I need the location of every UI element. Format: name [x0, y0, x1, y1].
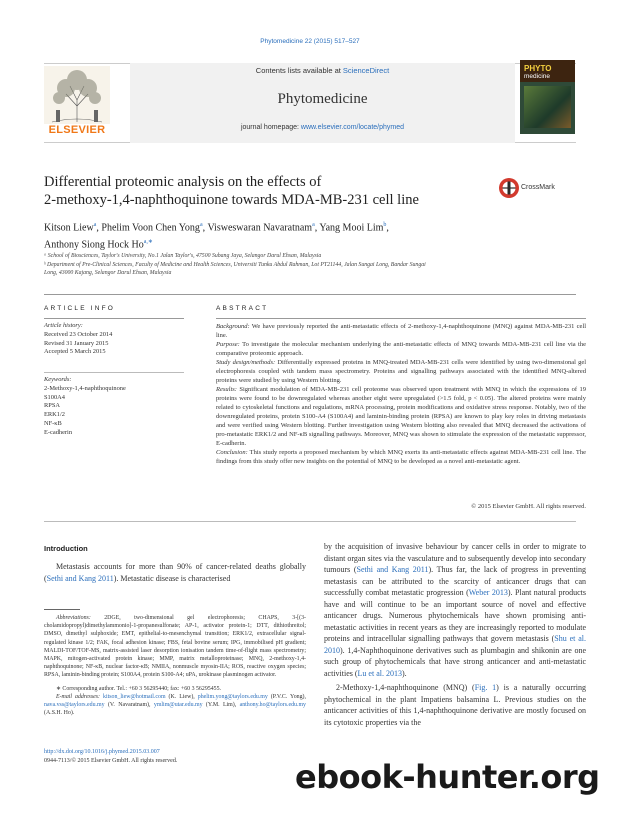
keyword: RPSA: [44, 402, 60, 410]
journal-cover[interactable]: [520, 60, 575, 134]
body-text: ).: [401, 668, 407, 678]
cover-image: [524, 86, 571, 128]
email-link[interactable]: phelim.yong@taylors.edu.my: [197, 693, 268, 700]
watermark: ebook-hunter.org: [295, 758, 600, 796]
body-text: ). Plant natural products have and will continue to be an important source of novel and effective anticancer drugs. Numerous phytochemicals have shown promising anti-metastatic activities in recent years as they are increasingly reported to modulate proteins and intracellular signalling pathways that govern metastasis (: [324, 588, 586, 643]
email-label: E-mail addresses:: [56, 693, 101, 700]
keyword: E-cadherin: [44, 428, 73, 436]
email-owner: (Y.M. Lim),: [202, 702, 240, 709]
abstract-text: Differentially expressed proteins in MNQ-treated MDA-MB-231 cells were identified by using two-dimensional gel electrophoresis coupled with tandem mass spectrometry. Proteins and signalling pathways associated with the identified MNQ-altered proteins were studied by using Western blotting.: [216, 359, 587, 384]
article-history-label: Article history:: [44, 322, 83, 329]
issn-line: 0944-7113/© 2015 Elsevier GmbH. All rights reserved.: [44, 757, 178, 764]
affiliation-a: ᵃ School of Biosciences, Taylor's University, No.1 Jalan Taylor's, 47500 Subang Jaya, Selangor Darul Ehsan, Malaysia: [44, 253, 322, 259]
body-text: Metastasis accounts for more than 90% of cancer-related deaths globally (: [44, 562, 306, 583]
author-name[interactable]: Anthony Siong Hock Ho: [44, 239, 144, 251]
author-affiliation-marker[interactable]: a: [312, 222, 315, 228]
author-affiliation-marker[interactable]: a: [93, 222, 97, 228]
journal-homepage: [130, 124, 515, 131]
abstract-label: Purpose:: [216, 341, 240, 348]
body-text: ). Thus far, the lack of progress in preventing metastasis can be attributed to the scarcity of anticancer drugs that can successfully combat metastatic progression (: [324, 565, 586, 597]
crossmark-label[interactable]: CrossMark: [521, 184, 555, 191]
author-affiliation-marker[interactable]: a: [199, 222, 203, 228]
abstract-text: We have previously reported the anti-metastatic effects of 2-methoxy-1,4-naphthoquinone (MNQ) against MDA-MB-231 cell line.: [216, 323, 586, 339]
contents-prefix: Contents lists available at: [255, 66, 343, 75]
keyword: NF-κB: [44, 419, 62, 427]
intro-paragraph-1-cont: [324, 541, 586, 679]
email-link[interactable]: nava.vss@taylors.edu.my: [44, 702, 105, 709]
contents-availability: [130, 66, 515, 75]
abstract-label: Results:: [216, 386, 237, 393]
email-link[interactable]: anthony.ho@taylors.edu.my: [239, 702, 306, 709]
corresponding-author-footnote: ∗ Corresponding author. Tel.: +60 3 56295440; fax: +60 3 56295455.: [56, 685, 222, 692]
author-affiliation-marker[interactable]: a,∗: [143, 239, 153, 246]
abstract-results: [216, 385, 586, 448]
homepage-link[interactable]: www.elsevier.com/locate/phymed: [300, 124, 405, 131]
footnotes: [44, 614, 306, 717]
publisher-name: ELSEVIER: [48, 124, 106, 136]
abstract-end-divider: [44, 521, 576, 522]
introduction-right-column: [324, 541, 586, 728]
doi-block: [44, 748, 306, 765]
email-owner: (V. Navaratnam),: [104, 702, 154, 709]
article-title-line-2: 2-methoxy-1,4-naphthoquinone towards MDA-MB-231 cell line: [44, 192, 419, 208]
affiliations: [44, 252, 584, 278]
article-info-heading: ARTICLE INFO: [44, 305, 116, 312]
article-info-rule: [44, 318, 184, 319]
abstract-text: This study reports a proposed mechanism by which MNQ exerts its anti-metastatic effects against MDA-MB-231 cell line. The findings from this study offer new insights on the potential of MNQ to be developed as a novel anti-metastatic agent.: [216, 449, 586, 465]
email-footnote: [44, 693, 306, 718]
journal-title: Phytomedicine: [277, 91, 368, 107]
keyword: S100A4: [44, 393, 65, 401]
cover-title-phyto: PHYTO: [524, 64, 552, 73]
abbreviations-label: Abbreviations:: [56, 615, 91, 621]
introduction-left-column: [44, 561, 306, 584]
affiliation-b-cont: Long, 43000 Kajang, Selangor Darul Ehsan, Malaysia: [44, 270, 172, 276]
abstract-rule: [216, 318, 586, 319]
body-text: by the acquisition of invasive behaviour by cancer cells in order to migrate to distant organ sites via the vasculature and to subsequently develop into secondary tumours (: [324, 542, 586, 574]
email-link[interactable]: ymlim@utar.edu.my: [153, 702, 203, 709]
intro-paragraph-1: [44, 561, 306, 584]
abbreviations-footnote: [44, 614, 306, 680]
history-received: Received 23 October 2014: [44, 330, 113, 338]
introduction-heading: Introduction: [44, 544, 88, 553]
keyword: 2-Methoxy-1,4-naphthoquinone: [44, 384, 126, 392]
abbreviations-text: 2DGE, two-dimensional gel electrophoresis; CHAPS, 3-[(3-cholamidopropyl)dimethylammonio]-1-propanesulfonate; AP-1, activator protein-1; DTT, dithiothreitol; DMSO, dimethyl sulphoxide; EMT, epithelial-to-mesenchymal transition; ERK1/2, extracellular signal-regulated kinase 1/2; FAK, focal adhesion kinase; FBS, fetal bovine serum; IPG, immobilised pH gradient; MALDI-TOF/TOF-MS, matrix-assisted laser desorption ionisation tandem time-of-flight mass spectrometry; MAPK, mitogen-activated protein kinase; MMP, matrix metalloproteinase; MNQ, 2-methoxy-1,4-naphthoquinone; NF-κB, nuclear factor-κB; NMIIA, nonmuscle myosin-IIA; ROS, reactive oxygen species; RPSA, laminin-binding protein; S100A4, protein S100-A4; uPA, urokinase plasminogen activator.: [44, 615, 306, 679]
body-text: ). 1,4-Naphthoquinone derivatives such as plumbagin and shikonin are one such group of phytochemicals that have strong anticancer and anti-metastatic activities (: [324, 645, 586, 678]
citation-link[interactable]: Sethi and Kang 2011: [356, 565, 429, 574]
history-revised: Revised 31 January 2015: [44, 339, 109, 347]
author-name[interactable]: Kitson Liew: [44, 222, 94, 234]
author-name[interactable]: Yang Mooi Lim: [319, 222, 384, 234]
author-list: [44, 218, 584, 253]
author-name[interactable]: Visweswaran Navaratnam: [207, 222, 313, 234]
intro-paragraph-2: [324, 682, 586, 728]
journal-reference[interactable]: Phytomedicine 22 (2015) 517–527: [260, 38, 360, 45]
email-owner: (P.V.C. Yong),: [267, 693, 306, 700]
keyword: ERK1/2: [44, 411, 65, 419]
abstract-label: Conclusion:: [216, 449, 248, 456]
abstract-copyright: © 2015 Elsevier GmbH. All rights reserved.: [471, 503, 586, 510]
body-text: 2-Methoxy-1,4-naphthoquinone (MNQ) (: [336, 683, 475, 692]
history-accepted: Accepted 5 March 2015: [44, 348, 106, 356]
authors-line-1: Kitson Liew$^a$, Phelim Voon Chen Yong$^a$, Visweswaran Navaratnam$^a$, Yang Mooi Lim$^b$,: [44, 222, 389, 234]
abstract-methods: [216, 358, 586, 385]
section-divider: [44, 294, 576, 295]
article-history: [44, 322, 184, 357]
email-owner: (A.S.H. Ho).: [44, 710, 75, 717]
doi-link[interactable]: http://dx.doi.org/10.1016/j.phymed.2015.03.007: [44, 749, 160, 755]
affiliation-b: ᵇ Department of Pre-Clinical Sciences, Faculty of Medicine and Health Sciences, Universiti Tunku Abdul Rahman, Lot PT21144, Jalan Sungai Long, Bandar Sungai: [44, 261, 426, 268]
article-title-line-1: Differential proteomic analysis on the effects of: [44, 174, 322, 190]
abstract-label: Study design/methods:: [216, 359, 276, 366]
figure-link[interactable]: Fig. 1: [474, 683, 497, 692]
article-title: [44, 173, 504, 209]
homepage-prefix: journal homepage:: [240, 124, 301, 131]
footnote-rule: [44, 609, 80, 610]
citation-link[interactable]: Weber 2013: [468, 588, 508, 597]
citation-link[interactable]: Shu et al. 2010: [324, 634, 586, 655]
authors-line-2: [44, 235, 584, 252]
cover-title-medicine: medicine: [524, 73, 551, 80]
abstract-text: To investigate the molecular mechanism underlying the anti-metastatic effects of MNQ towards MDA-MB-231 cell line via the comparative proteomic approach.: [216, 341, 586, 357]
abstract-heading: ABSTRACT: [216, 305, 269, 312]
abstract-purpose: [216, 340, 586, 358]
body-text: ) is a naturally occurring phytochemical in the plant Impatiens balsamina L. Previous studies on the anticancer activities of this 1,4-naphthoquinone derivative are mostly focused on its cytotoxic properties via the: [324, 683, 587, 727]
keywords-rule: [44, 372, 184, 373]
email-owner: (K. Liew),: [165, 693, 198, 700]
abstract-body: [216, 322, 586, 466]
crossmark-icon[interactable]: [498, 177, 520, 199]
sciencedirect-link[interactable]: ScienceDirect: [342, 66, 390, 75]
abstract-text: Significant modulation of MDA-MB-231 cell proteome was observed upon treatment with MNQ in which the expressions of 19 proteins were found to be downregulated whereas another eight were upregulated (>1.5 fold, p < 0.05). The altered proteins were mainly related to cytoskeletal functions and regulations, mRNA processing, protein modifications and oxidative stress response. Notably, two of the downregulated proteins, protein S100-A4 (S100A4) and laminin-binding protein (RPSA) are known to play key roles in driving metastasis and were verified using Western blotting. Further investigation using Western blotting also revealed that MNQ decreased the activations of pro-metastatic ERK1/2 and NF-κB signalling pathways. Moreover, MNQ was shown to stimulate the expression of the metastatic suppressor, E-cadherin.: [216, 386, 586, 447]
body-text: ). Metastatic disease is characterised: [113, 573, 231, 583]
author-affiliation-marker[interactable]: b: [383, 222, 387, 228]
abstract-label: Background:: [216, 323, 250, 330]
author-name[interactable]: Phelim Voon Chen Yong: [101, 222, 200, 234]
email-link[interactable]: kitson_liew@hotmail.com: [103, 693, 166, 700]
abstract-conclusion: [216, 448, 586, 466]
keywords-label: Keywords:: [44, 376, 72, 383]
abstract-background: [216, 322, 586, 340]
citation-link[interactable]: Sethi and Kang 2011: [46, 573, 114, 583]
keywords: [44, 376, 184, 438]
citation-link[interactable]: Lu et al. 2013: [357, 668, 402, 678]
